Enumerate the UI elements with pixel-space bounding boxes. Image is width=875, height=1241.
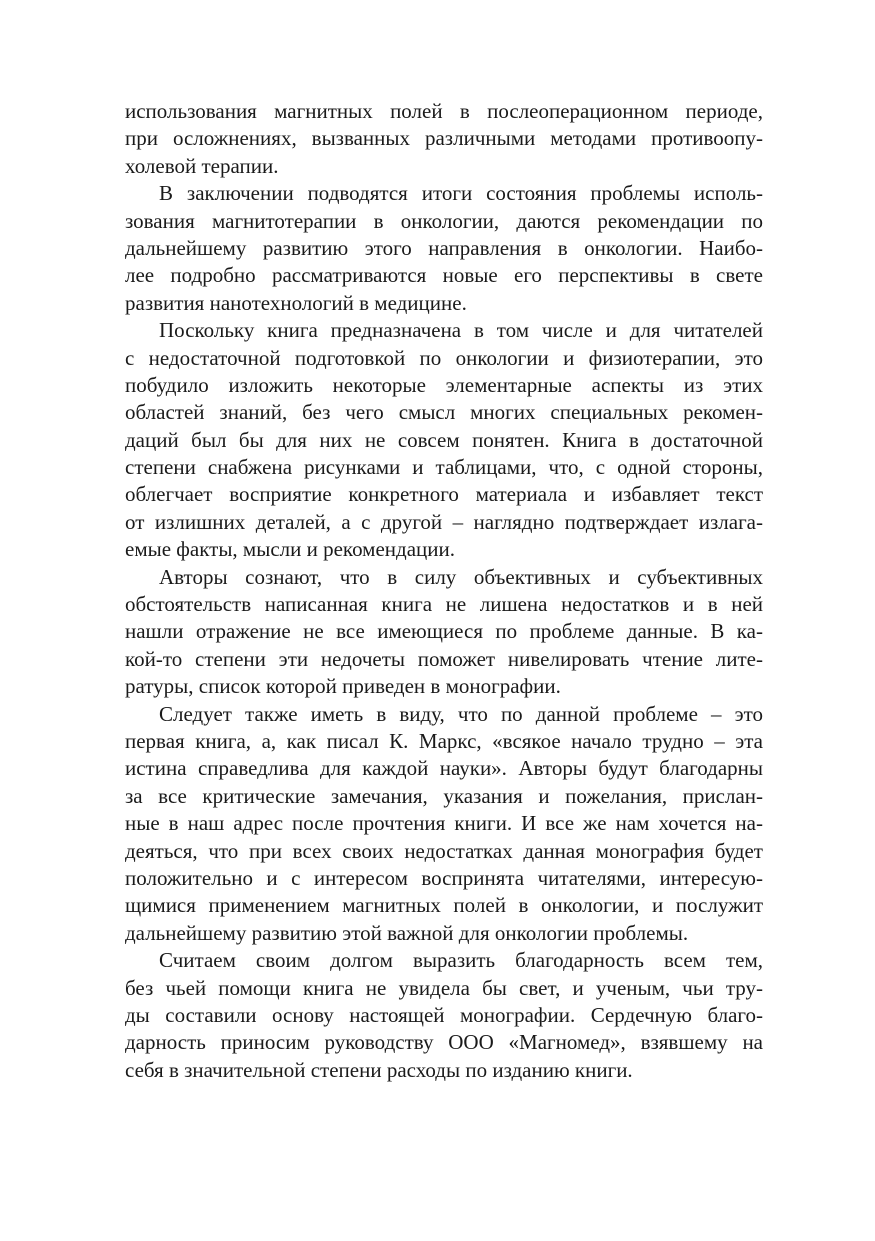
text-line: зования магнитотерапии в онкологии, даются рекомендации по — [125, 208, 763, 233]
text-line: областей знаний, без чего смысл многих специальных рекомен- — [125, 400, 763, 425]
text-line: от излишних деталей, а с другой – наглядно подтверждает излага- — [125, 509, 763, 534]
text-line: дальнейшему развитию этой важной для онкологии проблемы. — [125, 920, 689, 945]
text-line: развития нанотехнологий в медицине. — [125, 290, 467, 315]
text-line: при осложнениях, вызванных различными методами противоопу- — [125, 126, 763, 151]
page-body — [125, 98, 763, 1084]
paragraph-3 — [125, 317, 763, 564]
text-line: Считаем своим долгом выразить благодарность всем тем, — [159, 948, 763, 973]
paragraph-6 — [125, 947, 763, 1084]
text-line: Поскольку книга предназначена в том числе и для читателей — [159, 318, 763, 343]
text-line: В заключении подводятся итоги состояния проблемы исполь- — [159, 181, 763, 206]
text-line: без чьей помощи книга не увидела бы свет, и ученым, чьи тру- — [125, 975, 763, 1000]
paragraph-5 — [125, 701, 763, 948]
text-line: ратуры, список которой приведен в монографии. — [125, 674, 561, 699]
text-line: положительно и с интересом воспринята читателями, интересую- — [125, 865, 763, 890]
text-line: емые факты, мысли и рекомендации. — [125, 537, 455, 562]
text-line: кой-то степени эти недочеты поможет нивелировать чтение лите- — [125, 646, 763, 671]
text-line: даций был бы для них не совсем понятен. Книга в достаточной — [125, 427, 763, 452]
text-line: холевой терапии. — [125, 153, 279, 178]
text-line: дарность приносим руководству ООО «Магномед», взявшему на — [125, 1030, 763, 1055]
text-line: использования магнитных полей в послеоперационном периоде, — [125, 99, 763, 123]
text-line: истина справедлива для каждой науки». Авторы будут благодарны — [125, 756, 763, 781]
text-line: ные в наш адрес после прочтения книги. И все же нам хочется на- — [125, 811, 763, 836]
text-line: обстоятельств написанная книга не лишена недостатков и в ней — [125, 592, 763, 617]
paragraph-2 — [125, 180, 763, 317]
paragraph-1 — [125, 98, 763, 180]
text-line: с недостаточной подготовкой по онкологии и физиотерапии, это — [125, 345, 763, 370]
text-line: облегчает восприятие конкретного материала и избавляет текст — [125, 482, 763, 507]
text-line: ды составили основу настоящей монографии. Сердечную благо- — [125, 1002, 763, 1027]
text-line: степени снабжена рисунками и таблицами, что, с одной стороны, — [125, 455, 763, 480]
text-line: за все критические замечания, указания и пожелания, прислан- — [125, 783, 763, 808]
text-line: Авторы сознают, что в силу объективных и субъективных — [159, 564, 763, 589]
text-line: дальнейшему развитию этого направления в онкологии. Наибо- — [125, 235, 763, 260]
text-line: деяться, что при всех своих недостатках данная монография будет — [125, 838, 763, 863]
text-line: себя в значительной степени расходы по изданию книги. — [125, 1057, 633, 1082]
text-line: нашли отражение не все имеющиеся по проблеме данные. В ка- — [125, 619, 763, 644]
text-line: Следует также иметь в виду, что по данной проблеме – это — [159, 701, 763, 726]
text-line: побудило изложить некоторые элементарные аспекты из этих — [125, 372, 763, 397]
paragraph-4 — [125, 564, 763, 701]
text-line: первая книга, а, как писал К. Маркс, «всякое начало трудно – эта — [125, 728, 763, 753]
text-line: лее подробно рассматриваются новые его перспективы в свете — [125, 263, 763, 288]
text-line: щимися применением магнитных полей в онкологии, и послужит — [125, 893, 763, 918]
